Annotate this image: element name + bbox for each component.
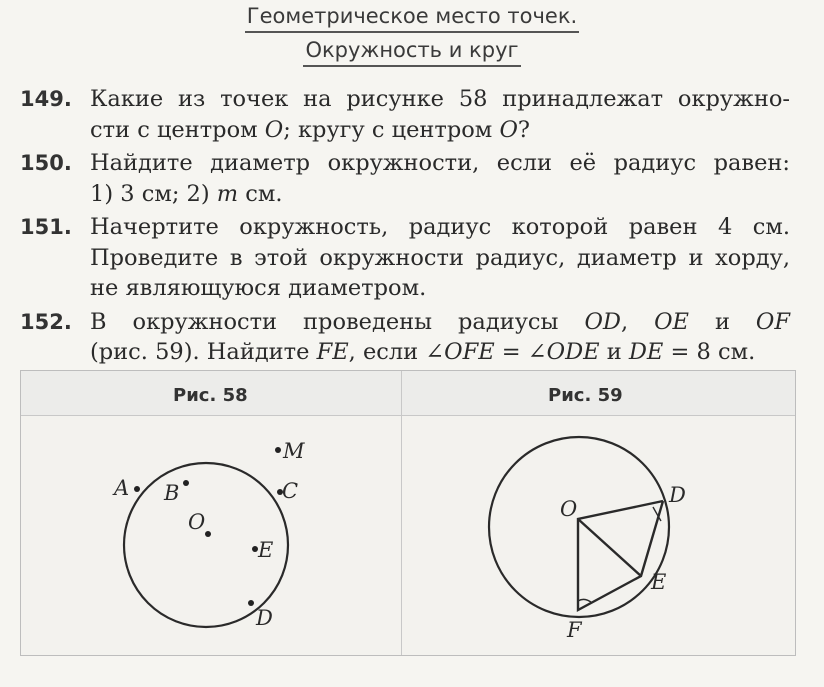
text-run: Начертите окружность, радиус которой равен 4 см. bbox=[90, 214, 790, 240]
problem-text-line bbox=[90, 148, 790, 179]
problem-text-line bbox=[90, 337, 790, 368]
fig58-label-o: O bbox=[188, 510, 206, 534]
figures-panel bbox=[20, 370, 796, 656]
fig59-label-d: D bbox=[669, 483, 686, 507]
problem-number: 152. bbox=[20, 309, 72, 334]
problem-150 bbox=[20, 148, 790, 209]
math-symbol: DE bbox=[628, 339, 664, 365]
figure-59 bbox=[489, 437, 686, 642]
fig59-label-f: F bbox=[567, 618, 582, 642]
math-symbol: OE bbox=[654, 308, 689, 335]
problem-151 bbox=[20, 212, 790, 304]
problem-text-line bbox=[90, 84, 790, 115]
fig58-label-m: M bbox=[283, 439, 305, 463]
fig58-point-a bbox=[134, 486, 140, 492]
section-title: Геометрическое место точек. bbox=[0, 4, 824, 33]
math-symbol: OF bbox=[755, 308, 790, 335]
text-run: и bbox=[599, 339, 629, 365]
fig58-center-point bbox=[205, 531, 211, 537]
fig58-point-d bbox=[248, 600, 254, 606]
text-run: (рис. 59). Найдите bbox=[90, 339, 317, 365]
problem-text-line bbox=[90, 243, 790, 274]
text-run: см. bbox=[238, 180, 283, 207]
text-run: В окружности проведены радиусы bbox=[90, 308, 585, 335]
figure-58-caption: Рис. 58 bbox=[173, 385, 248, 406]
text-run: не являющуюся диаметром. bbox=[90, 275, 427, 301]
problem-number: 149. bbox=[20, 87, 72, 111]
text-run: ? bbox=[517, 116, 530, 143]
problem-text-line bbox=[90, 212, 790, 243]
math-symbol: O bbox=[264, 116, 284, 143]
fig58-label-a: A bbox=[114, 476, 130, 500]
fig58-label-e: E bbox=[258, 538, 274, 562]
problem-number: 151. bbox=[20, 215, 72, 239]
math-symbol: FE bbox=[316, 339, 349, 365]
problem-149 bbox=[20, 84, 790, 145]
text-run: Проведите в этой окружности радиус, диаметр и хорду, bbox=[90, 244, 790, 271]
fig58-label-b: B bbox=[164, 481, 180, 505]
math-symbol: m bbox=[216, 180, 239, 207]
fig59-radius-oe bbox=[578, 519, 641, 576]
text-run: и bbox=[688, 308, 756, 335]
text-run: = ∠ bbox=[494, 339, 547, 365]
problem-text-line bbox=[90, 179, 790, 210]
fig58-label-d: D bbox=[256, 606, 273, 630]
text-run: 1) 3 см; 2) bbox=[90, 180, 217, 207]
math-symbol: OD bbox=[584, 308, 621, 335]
text-run: Какие из точек на рисунке 58 принадлежат окружно- bbox=[90, 86, 790, 112]
text-run: , если ∠ bbox=[348, 339, 445, 365]
fig59-label-e: E bbox=[651, 570, 667, 594]
problem-text-line bbox=[90, 307, 790, 338]
problem-number: 150. bbox=[20, 151, 72, 175]
problem-152 bbox=[20, 307, 790, 368]
math-symbol: OFE bbox=[444, 339, 495, 365]
text-run: , bbox=[620, 308, 655, 335]
text-run: Найдите диаметр окружности, если её радиус равен: bbox=[90, 150, 790, 176]
figure-59-caption: Рис. 59 bbox=[548, 385, 623, 406]
problem-text-line bbox=[90, 115, 790, 146]
text-run: = 8 см. bbox=[663, 339, 756, 365]
math-symbol: ODE bbox=[546, 339, 600, 365]
text-run: ; кругу с центром bbox=[283, 116, 500, 143]
fig58-point-b bbox=[183, 480, 189, 486]
fig58-label-c: C bbox=[282, 479, 299, 503]
figure-58 bbox=[112, 439, 305, 630]
problem-text-line bbox=[90, 273, 790, 304]
figures-drawing bbox=[21, 371, 795, 655]
fig59-label-o: O bbox=[560, 497, 578, 521]
fig58-point-m bbox=[275, 447, 281, 453]
problem-list bbox=[20, 84, 790, 371]
text-run: сти с центром bbox=[90, 116, 265, 143]
math-symbol: O bbox=[499, 116, 518, 143]
section-subtitle: Окружность и круг bbox=[0, 38, 824, 67]
